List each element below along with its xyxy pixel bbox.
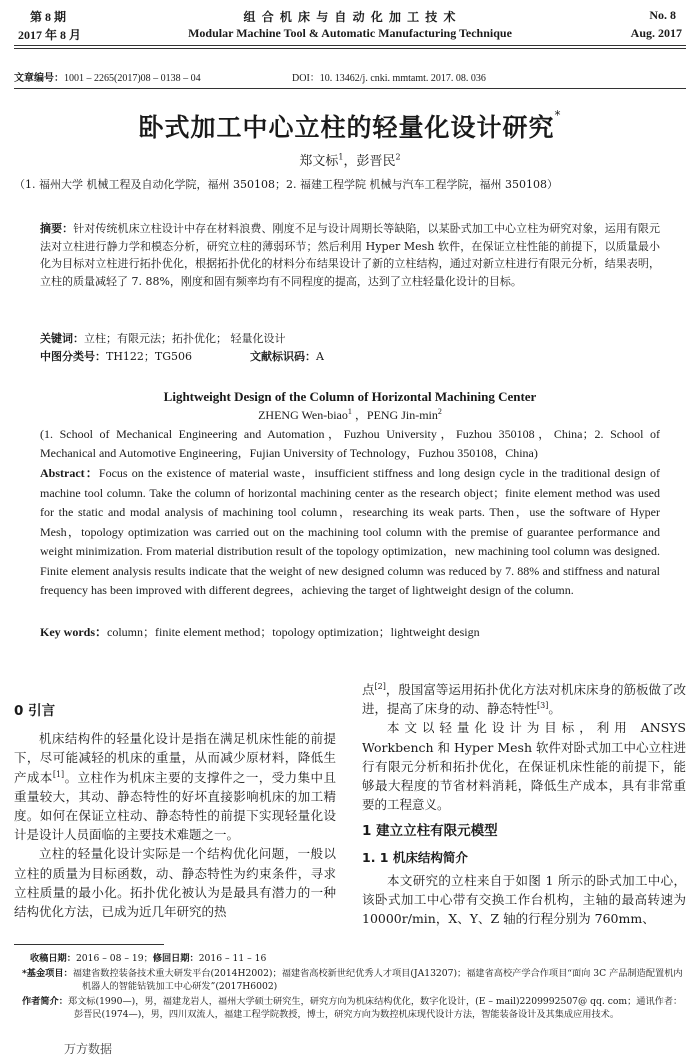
document-code-cn bbox=[250, 348, 324, 364]
body-right-column bbox=[362, 680, 686, 928]
author-1-en-sup: 1 bbox=[347, 407, 352, 416]
meta-rule bbox=[14, 88, 686, 89]
keywords-cn bbox=[40, 330, 660, 346]
fund-text: 福建省数控装备技术重大研发平台(2014H2002)；福建省高校新世纪优秀人才项目(JA13207)；福建省高校产学合作项目“面向 3C 产品制造配置机内机器人的智能钻铣加工中心研发”(2017H6002) bbox=[72, 968, 683, 992]
article-number-label: 文章编号： bbox=[14, 73, 64, 84]
section-1-1-paragraph: 本文研究的立柱来自于如图 1 所示的卧式加工中心，该卧式加工中心带有交换工作台机构，主轴的最高转速为 10000r/min，X、Y、Z 轴的行程分别为 760mm、 bbox=[362, 872, 686, 927]
author-en-separator: ， bbox=[351, 408, 367, 422]
issue-date-cn: 2017 年 8 月 bbox=[18, 28, 82, 42]
keywords-text-en: column；finite element method；topology optimization；lightweight design bbox=[107, 625, 480, 639]
issue-number-en: No. 8 bbox=[649, 8, 676, 22]
right-p1-text-a: 点 bbox=[362, 682, 375, 697]
document-code-label: 文献标识码： bbox=[250, 350, 316, 363]
keywords-label-en: Key words： bbox=[40, 625, 107, 639]
citation-3: [3] bbox=[537, 701, 549, 711]
abstract-label-cn: 摘要： bbox=[40, 222, 74, 235]
right-p1-text-b: ，殷国富等运用拓扑优化方法对机床床身的筋板做了改进，提高了床身的动、静态特性 bbox=[362, 682, 686, 717]
author-2-en-sup: 2 bbox=[437, 407, 442, 416]
keywords-text-cn: 立柱；有限元法；拓扑优化； 轻量化设计 bbox=[84, 332, 286, 345]
author-bio-text: 郑文标(1990—)，男，福建龙岩人，福州大学硕士研究生，研究方向为机床结构优化，数字化设计，(E – mail)2209992507@ qq. com；通讯作者：彭晋民(1974—)，男，四川双流人，福建工程学院教授，博士，研究方向为数控机床现代设计方法，智能装备设计及其集成应用技术。 bbox=[67, 996, 683, 1020]
article-number-value: 1001 – 2265(2017)08 – 0138 – 04 bbox=[64, 73, 201, 84]
footnote-received bbox=[30, 952, 686, 965]
title-footnote-mark: * bbox=[554, 108, 562, 122]
intro-p1-text-a: 机床结构件的轻量化设计是指在满足机床性能的前提下，尽可能减轻的机床的重量，从而减少原材料，降低生产成本 bbox=[14, 731, 336, 785]
doi bbox=[292, 69, 486, 84]
journal-title-en: Modular Machine Tool & Automatic Manufacturing Technique bbox=[188, 26, 512, 40]
section-1-1-heading: 1. 1 机床结构简介 bbox=[362, 849, 468, 865]
affiliation-en: (1. School of Mechanical Engineering and Automation，Fuzhou University，Fuzhou 350108，China；2. School of Mechanical and Automotive Engineering，Fujian University of Technology，Fuzhou 350108，China) bbox=[40, 427, 660, 460]
keywords-en bbox=[40, 623, 660, 640]
section-0-heading: 0 引言 bbox=[14, 703, 56, 719]
article-number bbox=[14, 69, 201, 84]
author-2-sup: 2 bbox=[395, 152, 401, 162]
classification-label: 中图分类号： bbox=[40, 350, 106, 363]
classification-value: TH122；TG506 bbox=[106, 350, 193, 363]
article-title-text: 卧式加工中心立柱的轻量化设计研究 bbox=[138, 113, 555, 142]
revised-label: 修回日期： bbox=[152, 953, 199, 964]
received-label: 收稿日期： bbox=[30, 953, 76, 964]
classification-cn bbox=[40, 348, 192, 364]
intro-p1-text-b: 。立柱作为机床主要的支撑件之一，受力集中且重量较大，其动、静态特性的好坏直接影响机床的加工精度。如何在保证立柱动、静态特性的前提下实现轻量化设计是设计人员面临的主要技术难题之一。 bbox=[14, 769, 336, 843]
authors-cn bbox=[0, 150, 700, 169]
author-2-en: PENG Jin-min bbox=[366, 408, 438, 422]
keywords-label-cn: 关键词： bbox=[40, 332, 84, 345]
right-p1-text-c: 。 bbox=[548, 701, 561, 717]
author-1-sup: 1 bbox=[338, 152, 344, 162]
header-rule-thin bbox=[14, 48, 686, 49]
body-left-column bbox=[14, 702, 336, 921]
section-1-heading: 1 建立立柱有限元模型 bbox=[362, 823, 498, 840]
footnote-rule bbox=[14, 944, 164, 945]
header-rule bbox=[14, 45, 686, 46]
revised-date: 2016 – 11 – 16 bbox=[198, 953, 267, 964]
watermark: 万方数据 bbox=[64, 1042, 113, 1056]
intro-paragraph-3: 本文以轻量化设计为目标，利用 ANSYS Workbench 和 Hyper Mesh 软件对卧式加工中心立柱进行有限元分析和拓扑优化，在保证机床性能的前提下，能够最大程度的节省材料消耗，降低生产成本，具有非常重要的工程意义。 bbox=[362, 720, 686, 813]
abstract-en bbox=[40, 464, 660, 601]
issue-number-cn: 第 8 期 bbox=[30, 10, 67, 24]
footnote-fund bbox=[22, 967, 686, 993]
author-1-cn: 郑文标 bbox=[299, 154, 339, 169]
intro-paragraph-1 bbox=[14, 729, 336, 844]
authors-en bbox=[0, 406, 700, 423]
issue-date-en: Aug. 2017 bbox=[630, 26, 682, 40]
citation-2: [2] bbox=[374, 681, 386, 691]
received-date: 2016 – 08 – 19； bbox=[75, 953, 153, 964]
intro-paragraph-2-cont bbox=[362, 680, 686, 718]
fund-label: *基金项目： bbox=[22, 968, 73, 979]
article-title-cn bbox=[0, 108, 700, 144]
author-2-cn: 彭晋民 bbox=[356, 154, 396, 169]
intro-paragraph-2: 立柱的轻量化设计实际是一个结构优化问题，一般以立柱的质量为目标函数，动、静态特性为约束条件，寻求立柱质量的最小化。拓扑优化被认为是最具有潜力的一种结构优化方法，已成为近几年研究的热 bbox=[14, 846, 336, 920]
author-separator: ， bbox=[343, 154, 357, 169]
abstract-text-cn: 针对传统机床立柱设计中存在材料浪费、刚度不足与设计周期长等缺陷，以某卧式加工中心立柱为研究对象，运用有限元法对立柱进行静力学和模态分析，研究立柱的薄弱环节；然后利用 Hyper Mesh 软件，在保证立柱性能的前提下，以质量最小化为目标对立柱进行拓扑优化，根据拓扑优化的材料分布结果设计了新的立柱结构，通过对新立柱进行有限元分析，结果表明，立柱的质量减轻了 7. 88%，刚度和固有频率均有不同程度的提高，达到了立柱轻量化设计的目标。 bbox=[40, 222, 660, 288]
abstract-cn bbox=[40, 220, 660, 290]
citation-1: [1] bbox=[52, 769, 65, 779]
author-1-en: ZHENG Wen-biao bbox=[258, 408, 348, 422]
abstract-text-en: Focus on the existence of material waste，insufficient stiffness and long design cycle in the traditional design of machine tool column. Take the column of horizontal machining center as the research object；finite element method was used for the static and modal analysis of machining tool column，researching its weak parts. Then，use the software of Hyper Mesh，topology optimization was carried out on the machining tool column with the premise of guarantee performance and weight minimization. From material distribution result of the topology optimization，new machining tool column was designed. Finite element analysis results indicate that the weight of new designed column was reduced by 7. 88% and stiffness and natural frequency has been improved with different degrees，achieving the target of lightweight design of the column. bbox=[40, 466, 660, 597]
author-bio-label: 作者简介： bbox=[22, 996, 68, 1007]
document-code-value: A bbox=[316, 350, 324, 363]
abstract-label-en: Abstract： bbox=[40, 466, 99, 480]
journal-title-cn: 组 合 机 床 与 自 动 化 加 工 技 术 bbox=[243, 10, 457, 24]
article-title-en: Lightweight Design of the Column of Horizontal Machining Center bbox=[163, 389, 537, 404]
doi-label: DOI： bbox=[292, 73, 320, 84]
doi-value: 10. 13462/j. cnki. mmtamt. 2017. 08. 036 bbox=[319, 73, 486, 84]
affiliation-cn: （1. 福州大学 机械工程及自动化学院，福州 350108；2. 福建工程学院 机械与汽车工程学院，福州 350108） bbox=[14, 178, 558, 191]
footnote-author bbox=[22, 995, 686, 1021]
